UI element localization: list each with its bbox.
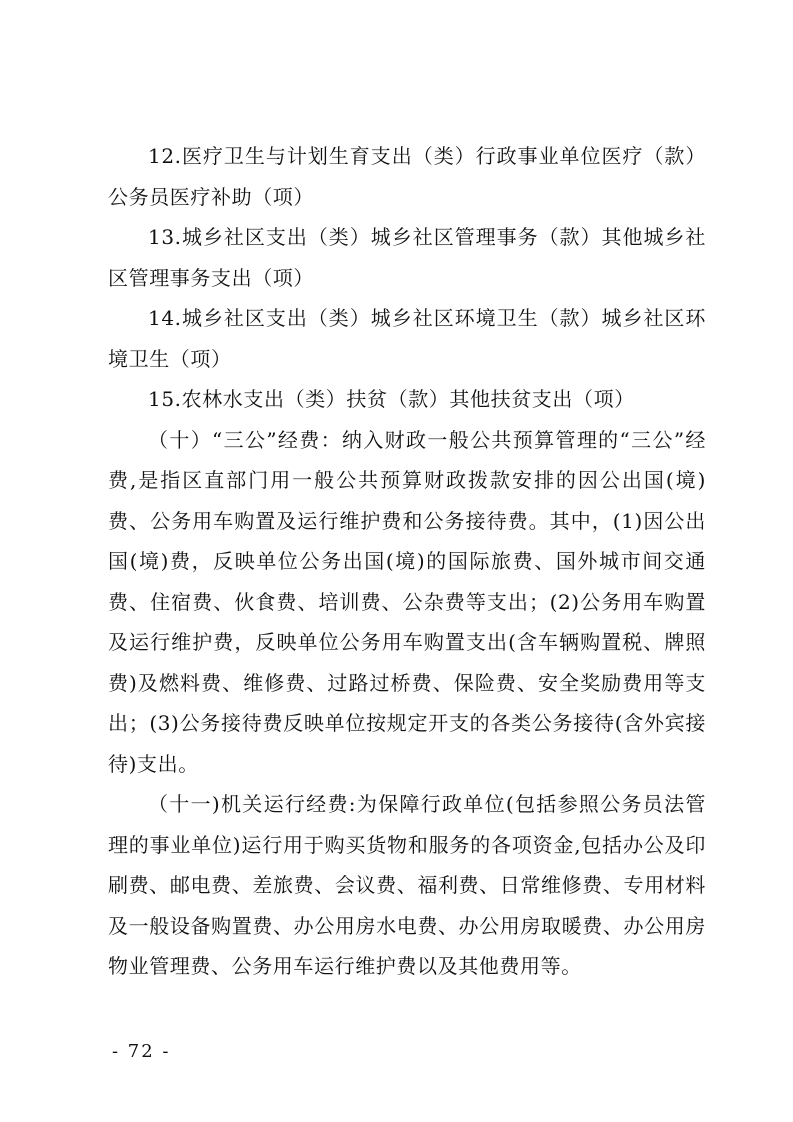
paragraph-office-operating-expenses: （十一)机关运行经费:为保障行政单位(包括参照公务员法管理的事业单位)运行用于购买货物和服务的各项资金,包括办公及印刷费、邮电费、差旅费、会议费、福利费、日常维修费、专用材料及一般设备购置费、办公用房水电费、办公用房取暖费、办公用房物业管理费、公务用车运行维护费以及其他费用等。 (108, 792, 706, 978)
paragraph-item-14: 14.城乡社区支出（类）城乡社区环境卫生（款）城乡社区环境卫生（项） (108, 306, 706, 371)
page-number: - 72 - (112, 1041, 171, 1062)
paragraph-three-public-expenses: （十）“三公”经费：纳入财政一般公共预算管理的“三公”经费,是指区直部门用一般公共预算财政拨款安排的因公出国(境)费、公务用车购置及运行维护费和公务接待费。其中，(1)因公出国(境)费，反映单位公务出国(境)的国际旅费、国外城市间交通费、住宿费、伙食费、培训费、公杂费等支出；(2)公务用车购置及运行维护费，反映单位公务用车购置支出(含车辆购置税、牌照费)及燃料费、维修费、过路过桥费、保险费、安全奖励费用等支出；(3)公务接待费反映单位按规定开支的各类公务接待(含外宾接待)支出。 (108, 427, 706, 776)
paragraph-item-15: 15.农林水支出（类）扶贫（款）其他扶贫支出（项） (148, 387, 635, 411)
paragraph-item-12: 12.医疗卫生与计划生育支出（类）行政事业单位医疗（款）公务员医疗补助（项） (108, 144, 706, 209)
paragraph-item-13: 13.城乡社区支出（类）城乡社区管理事务（款）其他城乡社区管理事务支出（项） (108, 225, 706, 290)
document-body (108, 136, 706, 987)
